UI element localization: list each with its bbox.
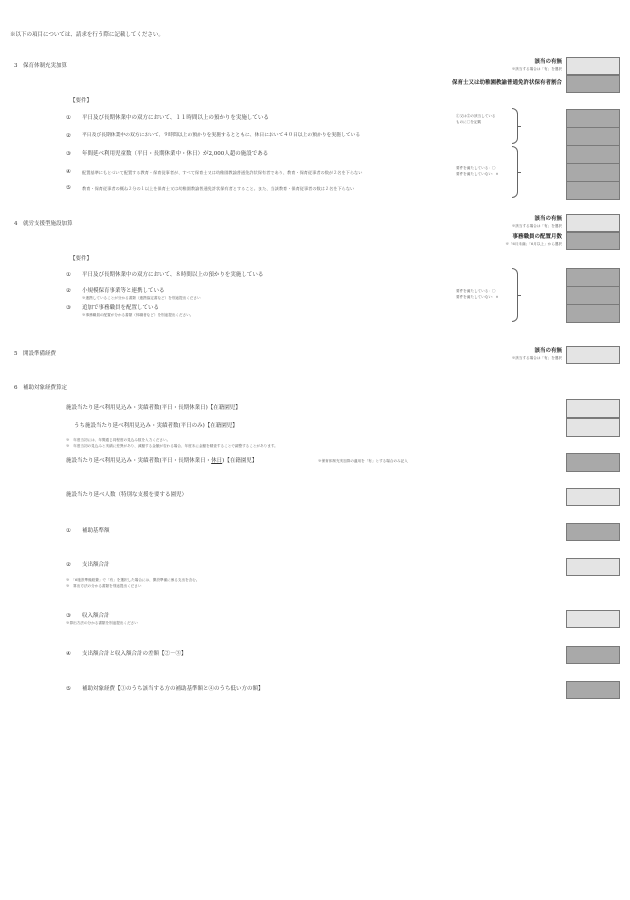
sec3-q1-input[interactable] <box>566 57 620 75</box>
sec4-brace-note: 要件を満たしている：〇 <box>456 289 496 293</box>
sec3-brace-top <box>512 108 518 144</box>
sec3-req-head: 【要件】 <box>70 98 93 104</box>
sec6-row1-input[interactable] <box>566 399 620 418</box>
calc5-input[interactable] <box>566 681 620 699</box>
sec6-row2-input[interactable] <box>566 418 620 437</box>
sec3-item3-no: ③ <box>66 151 71 157</box>
calc4-label: 支出額合計と収入額合計の差額【②－③】 <box>82 651 187 657</box>
sec3-brace-note1b: ものに〇を記載 <box>456 120 482 124</box>
sec4-item3-input[interactable] <box>566 304 620 323</box>
sec4-brace-noteb: 要件を満たしていない：× <box>456 295 499 299</box>
sec3-q2-label: 保育士又は幼稚園教諭普通免許状保有者割合 <box>451 80 562 86</box>
calc2-label: 支出額合計 <box>82 562 110 568</box>
sec4-item1-text: 平日及び長期休業中の双方において、８時間以上の預かりを実施している <box>82 272 264 278</box>
calc3-no: ③ <box>66 613 71 619</box>
calc3-input[interactable] <box>566 610 620 628</box>
sec4-q1-note: ※該当する場合は「有」を選択 <box>511 224 562 228</box>
calc5-no: ⑤ <box>66 686 71 692</box>
calc3-note: ※算出方法の分かる書類を別途提出ください <box>66 621 138 625</box>
sec6-row3-label-underlined: 休日 <box>211 458 223 464</box>
section-5-title: 5 開設準備経費 <box>14 351 56 357</box>
sec5-q1-input[interactable] <box>566 346 620 364</box>
sec6-row3-label-a: 施設当たり延べ利用見込み・実績者数(平日・長期休業日・ <box>66 458 212 464</box>
sec6-row2-label: うち施設当たり延べ利用見込み・実績者数(平日のみ)【在籍園児】 <box>74 423 238 429</box>
calc2-input[interactable] <box>566 558 620 576</box>
calc4-no: ④ <box>66 651 71 657</box>
sec6-row1-label: 施設当たり延べ利用見込み・実績者数(平日・長期休業日)【在籍園児】 <box>66 405 241 411</box>
sec3-item4-text: 配置基準にもとづいて配置する教育・保育従事者が、すべて保育士又は幼稚園教諭普通免許状保有者であり、教育・保育従事者の数が２名を下らない <box>82 170 363 175</box>
sec4-brace <box>512 268 518 322</box>
calc2-no: ② <box>66 562 71 568</box>
sec3-item2-input[interactable] <box>566 127 620 146</box>
sec6-note1: ※ 年度当初には、年間通じ同程度の見込み数を入力ください。 <box>66 438 171 442</box>
sec6-row3-input[interactable] <box>566 453 620 472</box>
calc2-note1: ※ 「6施設準備経費」で「有」を選択した場合には、開設準備に係る支出を含む。 <box>66 578 200 582</box>
calc1-no: ① <box>66 528 71 534</box>
sec3-item3-text: 年間延べ利用児童数（平日・長期休業中・休日）が2,000人超の施設である <box>82 151 269 157</box>
section-6-title: 6 補助対象経費算定 <box>14 385 67 391</box>
sec4-item3-sub: ※事務職員の配置が分かる書類（休職者など）を別途提出ください。 <box>82 313 194 317</box>
sec3-q2-input[interactable] <box>566 75 620 93</box>
sec3-q1-note: ※該当する場合は「有」を選択 <box>511 67 562 71</box>
sec4-item3-no: ③ <box>66 305 71 311</box>
sec6-row3-label-b: )【在籍園児】 <box>222 458 258 464</box>
sec3-brace-note1: ①又は②の該当している <box>456 114 496 118</box>
sec3-brace-note2: 要件を満たしている：〇 <box>456 166 496 170</box>
sec4-item2-input[interactable] <box>566 286 620 305</box>
intro-note: ※以下の項目については、請求を行う際に記載してください。 <box>10 32 164 38</box>
calc3-label: 収入額合計 <box>82 613 110 619</box>
sec5-q1-note: ※該当する場合は「有」を選択 <box>511 356 562 360</box>
sec4-item3-text: 追加で事務職員を配置している <box>82 305 160 311</box>
sec3-item5-input[interactable] <box>566 181 620 200</box>
sec4-q2-input[interactable] <box>566 232 620 250</box>
sec4-item2-no: ② <box>66 288 71 294</box>
calc1-label: 補助基準額 <box>82 528 110 534</box>
sec3-brace-note2b: 要件を満たしていない：× <box>456 172 499 176</box>
sec4-req-head: 【要件】 <box>70 256 93 262</box>
sec6-row3-label <box>66 459 257 465</box>
sec3-item5-text: 教育・保育従事者の概ね２分の１以上を保育士又は幼稚園教諭普通免許状保有者とすること。また、当該教育・保育従事者の数は２名を下らない <box>82 186 355 191</box>
sec3-item5-no: ⑤ <box>66 185 71 191</box>
sec3-item3-input[interactable] <box>566 145 620 164</box>
calc4-input[interactable] <box>566 646 620 664</box>
sec3-brace-bottom <box>512 146 518 198</box>
sec4-item2-sub: ※連携していることが分かる書類（連携協定書など）を別途提出ください <box>82 296 201 300</box>
calc5-label: 補助対象経費【①のうち該当する方の補助基準額と④のうち低い方の額】 <box>82 686 264 692</box>
sec3-item2-text: 平日及び長期休業中の双方において、９時間以上の預かりを実施するとともに、休日において４０日以上の預かりを実施している <box>82 133 361 138</box>
calc1-input[interactable] <box>566 523 620 541</box>
sec6-row3-note: ※保育体制充実加算の適用を「有」とする場合のみ記入 <box>318 459 408 463</box>
sec3-q1-label: 該当の有無 <box>534 59 562 65</box>
sec4-q2-label: 事務職員の配置月数 <box>512 234 562 240</box>
sec4-q2-note: ※「6月未満」「6月以上」から選択 <box>505 242 562 246</box>
calc2-note2: ※ 算出方法の分かる書類を別途提出ください <box>66 584 142 588</box>
sec4-q1-label: 該当の有無 <box>534 216 562 222</box>
sec3-item4-input[interactable] <box>566 163 620 182</box>
sec6-note2: ※ 年度当初の見込みと実績に差異があり、減額する金額が変わる場合、年度末に金額を精査することで調整することがあります。 <box>66 444 278 448</box>
sec4-item1-no: ① <box>66 272 71 278</box>
sec3-item2-no: ② <box>66 133 71 139</box>
sec4-item1-input[interactable] <box>566 268 620 287</box>
sec3-item1-text: 平日及び長期休業中の双方において、１１時間以上の預かりを実施している <box>82 115 269 121</box>
sec4-item2-text: 小規模保育事業等と連携している <box>82 288 165 294</box>
section-3-title: 3 保育体制充実加算 <box>14 63 67 69</box>
sec3-item4-no: ④ <box>66 169 71 175</box>
section-4-title: 4 就労支援型施設加算 <box>14 221 73 227</box>
sec3-item1-input[interactable] <box>566 109 620 128</box>
sec6-row4-label: 施設当たり延べ人数（特別な支援を要する園児） <box>66 492 188 498</box>
sec5-q1-label: 該当の有無 <box>534 348 562 354</box>
sec6-row4-input[interactable] <box>566 488 620 506</box>
sec4-q1-input[interactable] <box>566 214 620 232</box>
sec3-item1-no: ① <box>66 115 71 121</box>
